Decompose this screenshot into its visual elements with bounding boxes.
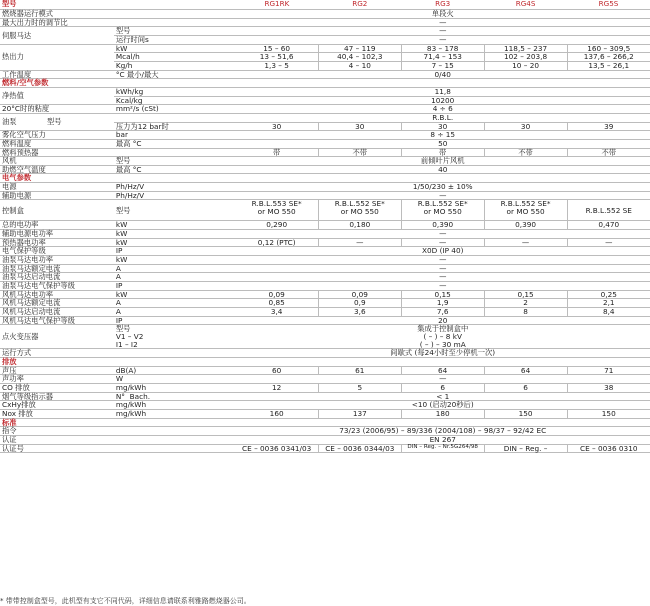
row-value: <10 (启动20秒后) — [235, 401, 650, 410]
row-unit: 型号 — [114, 325, 236, 333]
cell: 71,4 – 153 — [401, 53, 484, 62]
cell: CE – 0036 0344/03 — [318, 444, 401, 453]
row-unit: kW — [114, 290, 236, 299]
row-label: 控制盒 — [0, 200, 114, 221]
model-rg1rk: RG1RK — [264, 0, 290, 8]
cell: 160 — [235, 409, 318, 418]
row-value: 0/40 — [235, 70, 650, 79]
cell: 1,9 — [401, 299, 484, 308]
cell: 13,5 – 26,1 — [567, 61, 650, 70]
cell: R.B.L.552 SE* or MO 550 — [484, 200, 567, 221]
table-row — [0, 157, 650, 166]
table-row — [0, 366, 650, 375]
cell: 13 – 51,6 — [235, 53, 318, 62]
table-row — [0, 139, 650, 148]
row-label: 认证号 — [0, 444, 235, 453]
cell: 0,290 — [235, 221, 318, 230]
cell: — — [567, 238, 650, 247]
row-unit: Kg/h — [114, 61, 236, 70]
cell: 30 — [484, 122, 567, 131]
cell: 0,12 (PTC) — [235, 238, 318, 247]
row-value: 73/23 (2006/95) – 89/336 (2004/108) – 98/37 – 92/42 EC — [235, 427, 650, 436]
row-unit: W — [114, 375, 236, 384]
row-value: 20 — [235, 316, 650, 325]
row-value: — — [235, 256, 650, 265]
row-value: — — [235, 35, 650, 44]
table-row — [0, 427, 650, 436]
row-value: X0D (IP 40) — [235, 247, 650, 256]
row-label: 燃料温度 — [0, 139, 114, 148]
row-label: 热出力 — [0, 44, 114, 70]
cell: 不带 — [567, 148, 650, 157]
row-unit: 压力为12 bar时 — [114, 122, 236, 131]
row-value: — — [235, 18, 650, 27]
cell: 8,4 — [567, 308, 650, 317]
table-row — [0, 131, 650, 140]
row-unit: 最高 °C — [114, 165, 236, 174]
row-label: 20°C时的粘度 — [0, 105, 114, 114]
row-value: R.B.L. — [235, 113, 650, 122]
table-header-row — [0, 0, 650, 10]
row-value: — — [235, 264, 650, 273]
cell: 0,09 — [235, 290, 318, 299]
row-unit: 型号 — [114, 200, 236, 221]
row-label: 油泵马达电功率 — [0, 256, 114, 265]
cell: 64 — [401, 366, 484, 375]
cell: 30 — [235, 122, 318, 131]
cell: 15 – 60 — [235, 44, 318, 53]
cell: 61 — [318, 366, 401, 375]
cell: 60 — [235, 366, 318, 375]
row-unit: °C 最小/最大 — [114, 70, 236, 79]
cell: 71 — [567, 366, 650, 375]
table-row — [0, 375, 650, 384]
row-unit: Ph/Hz/V — [114, 191, 236, 200]
cell: 30 — [401, 122, 484, 131]
cell: 180 — [401, 409, 484, 418]
table-row — [0, 113, 650, 122]
section-header — [0, 418, 650, 427]
table-row — [0, 200, 650, 221]
row-value: ( – ) – 30 mA — [419, 339, 466, 349]
row-label: 认证 — [0, 435, 235, 444]
row-unit: kW — [114, 44, 236, 53]
table-row — [0, 87, 650, 96]
row-label: 点火变压器 — [0, 325, 114, 349]
row-label: 电气保护等级 — [0, 247, 114, 256]
table-row — [0, 325, 650, 333]
row-unit: A — [114, 273, 236, 282]
table-row — [0, 183, 650, 192]
row-value: — — [235, 282, 650, 291]
row-unit: A — [114, 264, 236, 273]
row-value: 间歇式 (每24小时至少停机一次) — [235, 349, 650, 358]
cell: 7,6 — [401, 308, 484, 317]
row-value: 11,8 — [235, 87, 650, 96]
cell: 0,9 — [318, 299, 401, 308]
row-unit: A — [114, 308, 236, 317]
section-title: 燃料/空气参数 — [0, 79, 650, 88]
row-unit: Ph/Hz/V — [114, 183, 236, 192]
row-unit: kWh/kg — [114, 87, 236, 96]
row-label: 指令 — [0, 427, 235, 436]
row-unit: mg/kWh — [114, 409, 236, 418]
table-row — [0, 221, 650, 230]
table-row — [0, 230, 650, 239]
row-value: — — [235, 191, 650, 200]
row-label: 净热值 — [0, 87, 114, 104]
row-unit: IP — [114, 247, 236, 256]
row-unit: 运行时间s — [114, 35, 236, 44]
cell: R.B.L.552 SE* or MO 550 — [401, 200, 484, 221]
row-value: EN 267 — [235, 435, 650, 444]
row-unit: 型号 — [114, 27, 236, 36]
row-label: 油泵马达额定电流 — [0, 264, 114, 273]
cell: 83 – 178 — [401, 44, 484, 53]
cell: 102 – 203,8 — [484, 53, 567, 62]
cell: 不带 — [484, 148, 567, 157]
table-row — [0, 10, 650, 19]
row-unit: V1 – V2 — [115, 331, 144, 341]
table-row — [0, 316, 650, 325]
model-rg4s: RG4S — [515, 0, 536, 8]
row-label: 烟气等级指示器 — [0, 392, 114, 401]
cell: 64 — [484, 366, 567, 375]
row-value: 40 — [235, 165, 650, 174]
footnote: * 带带控制盒型号，此机型有支它不同代码，详细信息请联系利雅路燃烧器公司。 — [0, 597, 251, 605]
row-value: 50 — [235, 139, 650, 148]
model-rg5s: RG5S — [598, 0, 619, 8]
table-row — [0, 238, 650, 247]
row-unit: dB(A) — [114, 366, 236, 375]
row-label: 电源 — [0, 183, 114, 192]
table-row — [0, 44, 650, 53]
row-unit: kW — [114, 221, 236, 230]
row-label: 风机 — [0, 157, 114, 166]
cell: 4 – 10 — [318, 61, 401, 70]
cell: 0,470 — [567, 221, 650, 230]
table-row — [0, 105, 650, 114]
row-label: Nox 排放 — [0, 409, 114, 418]
row-unit: bar — [114, 131, 236, 140]
row-label — [0, 113, 114, 130]
table-row — [0, 256, 650, 265]
row-label: 风机马达启动电流 — [0, 308, 114, 317]
cell: 0,15 — [484, 290, 567, 299]
table-row — [0, 444, 650, 453]
row-unit: kW — [114, 256, 236, 265]
row-unit: IP — [114, 282, 236, 291]
pump-label: 油泵 — [2, 117, 17, 127]
row-value: 集成于控制盒中 — [235, 325, 650, 333]
table-row — [0, 282, 650, 291]
cell: 7 – 15 — [401, 61, 484, 70]
table-row — [0, 383, 650, 392]
cell: 30 — [318, 122, 401, 131]
row-value: 单段火 — [235, 10, 650, 19]
row-label: 燃料预热器 — [0, 148, 235, 157]
cell: 0,15 — [401, 290, 484, 299]
row-unit: kW — [114, 238, 236, 247]
section-header — [0, 357, 650, 366]
cell: — — [401, 238, 484, 247]
model-rg2: RG2 — [352, 0, 368, 8]
table-row — [0, 191, 650, 200]
table-row — [0, 435, 650, 444]
cell: 2,1 — [567, 299, 650, 308]
row-unit: mm²/s (cSt) — [114, 105, 236, 114]
row-label: CxHy排放 — [0, 401, 114, 410]
table-row — [0, 148, 650, 157]
cell: 带 — [401, 148, 484, 157]
cell: 47 – 119 — [318, 44, 401, 53]
cell: R.B.L.552 SE — [567, 200, 650, 221]
row-value: — — [235, 273, 650, 282]
cell: 137,6 – 266,2 — [567, 53, 650, 62]
cell: 39 — [567, 122, 650, 131]
table-row — [0, 308, 650, 317]
row-value: 4 ÷ 6 — [235, 105, 650, 114]
row-label: 风机马达电气保护等级 — [0, 316, 114, 325]
cell: 5 — [318, 383, 401, 392]
row-label: 辅助电源电功率 — [0, 230, 114, 239]
cell: 0,390 — [401, 221, 484, 230]
row-unit: 型号 — [114, 157, 236, 166]
cell: 不带 — [318, 148, 401, 157]
section-title: 电气参数 — [0, 174, 650, 183]
row-unit: N° Bach. — [114, 392, 236, 401]
section-header — [0, 174, 650, 183]
row-label: 最大出力时的调节比 — [0, 18, 235, 27]
row-value: — — [235, 375, 650, 384]
pump-sub1: 型号 — [47, 117, 62, 127]
cell: CE – 0036 0310 — [567, 444, 650, 453]
table-row — [0, 299, 650, 308]
cell: 8 — [484, 308, 567, 317]
cell: 0,25 — [567, 290, 650, 299]
row-value: — — [235, 27, 650, 36]
table-row — [0, 392, 650, 401]
row-value: 1/50/230 ± 10% — [235, 183, 650, 192]
section-title: 排放 — [0, 357, 650, 366]
table-row — [0, 165, 650, 174]
cell: DIN – Reg. – Nr.5G264/98 — [401, 444, 484, 453]
row-unit: 最高 °C — [114, 139, 236, 148]
row-value: 前倾叶片风机 — [235, 157, 650, 166]
row-label: 助燃空气温度 — [0, 165, 114, 174]
row-label: 运行方式 — [0, 349, 235, 358]
table-row — [0, 401, 650, 410]
row-value: < 1 — [235, 392, 650, 401]
cell: 6 — [484, 383, 567, 392]
row-label: 风机马达额定电流 — [0, 299, 114, 308]
cell: CE – 0036 0341/03 — [235, 444, 318, 453]
row-label: 声压 — [0, 366, 114, 375]
cell: 118,5 – 237 — [484, 44, 567, 53]
row-label: 声功率 — [0, 375, 114, 384]
cell: 160 – 309,5 — [567, 44, 650, 53]
cell: 1,3 – 5 — [235, 61, 318, 70]
cell: 0,09 — [318, 290, 401, 299]
section-title: 标准 — [0, 418, 650, 427]
row-label: 燃烧器运行模式 — [0, 10, 235, 19]
row-value: ( – ) – 8 kV — [423, 331, 462, 341]
table-row — [0, 247, 650, 256]
row-unit: kW — [114, 230, 236, 239]
section-header — [0, 79, 650, 88]
table-row — [0, 70, 650, 79]
cell: 2 — [484, 299, 567, 308]
row-label: 油泵马达电气保护等级 — [0, 282, 114, 291]
row-unit: A — [114, 299, 236, 308]
cell: 3,6 — [318, 308, 401, 317]
row-unit: Mcal/h — [114, 53, 236, 62]
cell: 137 — [318, 409, 401, 418]
row-label: 辅助电源 — [0, 191, 114, 200]
row-value: — — [235, 230, 650, 239]
table-row — [0, 273, 650, 282]
row-label: 油泵马达启动电流 — [0, 273, 114, 282]
cell: 0,390 — [484, 221, 567, 230]
cell: 带 — [235, 148, 318, 157]
row-unit: I1 – I2 — [115, 339, 138, 349]
row-label: 预热器电功率 — [0, 238, 114, 247]
row-label: 风机马达电功率 — [0, 290, 114, 299]
cell: 6 — [401, 383, 484, 392]
cell: — — [484, 238, 567, 247]
cell: 3,4 — [235, 308, 318, 317]
cell: — — [318, 238, 401, 247]
cell: 40,4 – 102,3 — [318, 53, 401, 62]
row-value: 8 ÷ 15 — [235, 131, 650, 140]
row-label: 伺服马达 — [0, 27, 114, 44]
cell: 150 — [567, 409, 650, 418]
row-value: 10200 — [235, 96, 650, 105]
row-label: 工作温度 — [0, 70, 114, 79]
model-label: 型号 — [2, 0, 17, 8]
row-unit: mg/kWh — [114, 401, 236, 410]
cell: 10 – 20 — [484, 61, 567, 70]
table-row — [0, 409, 650, 418]
table-row — [0, 27, 650, 36]
cell: 38 — [567, 383, 650, 392]
row-unit: Kcal/kg — [114, 96, 236, 105]
cell: 150 — [484, 409, 567, 418]
table-row — [0, 349, 650, 358]
cell: DIN – Reg. – — [484, 444, 567, 453]
table-row — [0, 264, 650, 273]
table-row — [0, 290, 650, 299]
table-row — [0, 18, 650, 27]
cell: R.B.L.553 SE* or MO 550 — [235, 200, 318, 221]
cell: 0,180 — [318, 221, 401, 230]
row-label: CO 排放 — [0, 383, 114, 392]
row-label: 雾化空气压力 — [0, 131, 114, 140]
model-rg3: RG3 — [435, 0, 451, 8]
cell: 12 — [235, 383, 318, 392]
row-unit — [114, 113, 236, 122]
cell: 0,85 — [235, 299, 318, 308]
row-unit: IP — [114, 316, 236, 325]
row-label: 总的电功率 — [0, 221, 114, 230]
row-unit: mg/kWh — [114, 383, 236, 392]
cell: R.B.L.552 SE* or MO 550 — [318, 200, 401, 221]
